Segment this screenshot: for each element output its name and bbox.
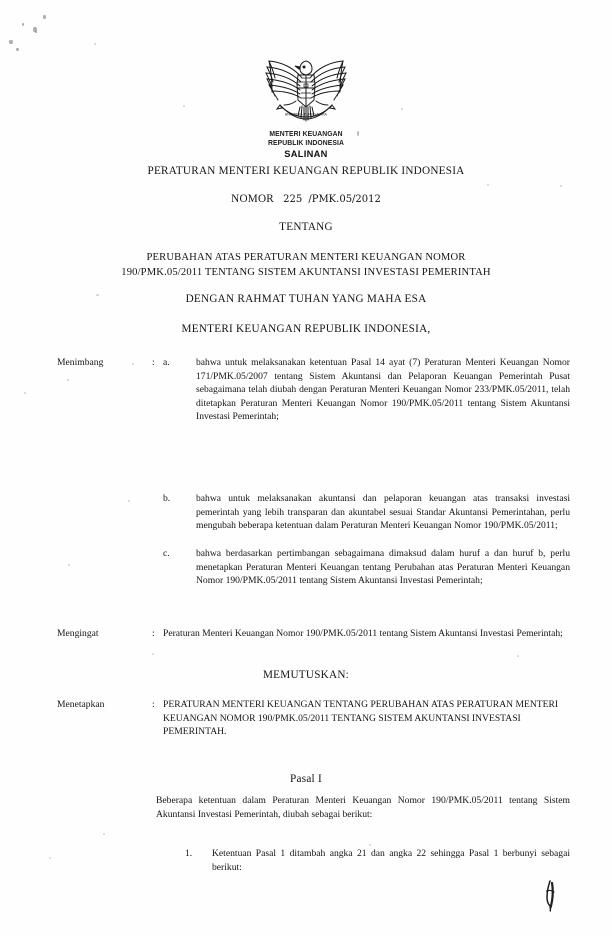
recollection-text: Peraturan Menteri Keuangan Nomor 190/PMK.05/2011 tentang Sistem Akuntansi Investasi Pemerintah; (163, 628, 563, 639)
considerations-item-b (163, 492, 570, 533)
scan-speck (487, 184, 489, 186)
considerations-item-mark: a. (163, 357, 170, 368)
document-heading: PERATURAN MENTERI KEUANGAN REPUBLIK INDONESIA (147, 165, 465, 177)
paraph-initial-mark (540, 880, 560, 914)
copy-stamp: SALINAN (284, 149, 328, 159)
scan-speck (152, 653, 154, 655)
scan-speck (9, 40, 13, 44)
considerations-item-text: bahwa untuk melaksanakan akuntansi dan pelaporan keuangan atas transaksi investasi pemerintah yang lebih transparan dan akuntabel sesuai Standar Akuntansi Pemerintahan, perlu mengubah beberapa ketentuan dalam Peraturan Menteri Keuangan Nomor 190/PMK.05/2011; (196, 493, 570, 532)
decision-row (57, 698, 570, 739)
considerations-item-text: bahwa untuk melaksanakan ketentuan Pasal 14 ayat (7) Peraturan Menteri Keuangan Nomor 171/PMK.05/2007 tentang Sistem Akuntansi dan Pelaporan Keuangan Pemerintah Pusat sebagaimana telah diubah dengan Peraturan Menteri Keuangan Nomor 233/PMK.05/2011, telah ditetapkan Peraturan Menteri Keuangan Nomor 190/PMK.05/2011 tentang Sistem Akuntansi Investasi Pemerintah; (196, 357, 570, 423)
considerations-item-text: bahwa berdasarkan pertimbangan sebagaimana dimaksud dalam huruf a dan huruf b, perlu menetapkan Peraturan Menteri Keuangan tentang Perubahan atas Peraturan Menteri Keuangan Nomor 190/PMK.05/2011 tentang Sistem Akuntansi Investasi Pemerintah; (196, 548, 570, 587)
svg-text:BHINNEKA TUNGGAL IKA: BHINNEKA TUNGGAL IKA (285, 112, 327, 117)
decision-label: Menetapkan (57, 699, 105, 710)
nomor-suffix: /PMK.05/2012 (308, 194, 381, 205)
document-number-line (40, 192, 572, 207)
recollection-label: Mengingat (57, 628, 99, 639)
subject-line-2: 190/PMK.05/2011 TENTANG SISTEM AKUNTANSI INVESTASI PEMERINTAH (121, 267, 491, 278)
article-heading: Pasal I (290, 773, 322, 785)
scan-speck (128, 500, 130, 502)
scan-speck (103, 833, 105, 835)
scan-speck (22, 23, 24, 26)
nomor-value: 225 (283, 194, 303, 205)
considerations-label: Menimbang (57, 357, 104, 368)
scan-speck (24, 392, 26, 394)
scan-speck (517, 655, 519, 657)
subject-line-1: PERUBAHAN ATAS PERATURAN MENTERI KEUANGAN NOMOR (146, 252, 466, 263)
recollection-colon: : (152, 628, 155, 639)
considerations-item-a (57, 356, 570, 424)
invocation-line: DENGAN RAHMAT TUHAN YANG MAHA ESA (185, 293, 427, 305)
article-item-text: Ketentuan Pasal 1 ditambah angka 21 dan angka 22 sehingga Pasal 1 berbunyi sebagai berikut: (212, 848, 570, 873)
scan-speck (35, 31, 37, 33)
article-item-mark: 1. (185, 848, 193, 859)
article-intro: Beberapa ketentuan dalam Peraturan Menteri Keuangan Nomor 190/PMK.05/2011 tentang Sistem Akuntansi Investasi Pemerintah, diubah sebagai berikut: (156, 795, 570, 820)
considerations-item-mark: c. (163, 548, 170, 559)
nomor-label: NOMOR (231, 193, 275, 205)
decision-text: PERATURAN MENTERI KEUANGAN TENTANG PERUBAHAN ATAS PERATURAN MENTERI KEUANGAN NOMOR 190/PMK.05/2011 TENTANG SISTEM AKUNTANSI INVESTASI PEMERINTAH. (163, 699, 559, 738)
article-item-1 (185, 847, 570, 874)
considerations-item-mark: b. (163, 493, 171, 504)
scan-speck (43, 15, 46, 19)
scan-speck (560, 185, 562, 187)
decision-colon: : (152, 699, 155, 710)
scan-speck (94, 43, 96, 45)
scan-speck (49, 857, 51, 859)
garuda-emblem (0, 58, 612, 126)
ministry-caption-line-2: REPUBLIK INDONESIA (267, 138, 345, 148)
considerations-item-c (163, 547, 570, 588)
considerations-colon: : (152, 357, 155, 368)
scan-speck (16, 48, 19, 51)
scan-speck (369, 844, 371, 846)
authority-line: MENTERI KEUANGAN REPUBLIK INDONESIA, (181, 323, 431, 335)
memutuskan-heading: MEMUTUSKAN: (262, 669, 350, 681)
scan-speck (68, 564, 70, 566)
recollection-row (57, 627, 570, 641)
ministry-caption (24, 129, 587, 147)
tentang-label: TENTANG (279, 221, 333, 233)
ministry-caption-line-1: MENTERI KEUANGAN (269, 129, 343, 138)
